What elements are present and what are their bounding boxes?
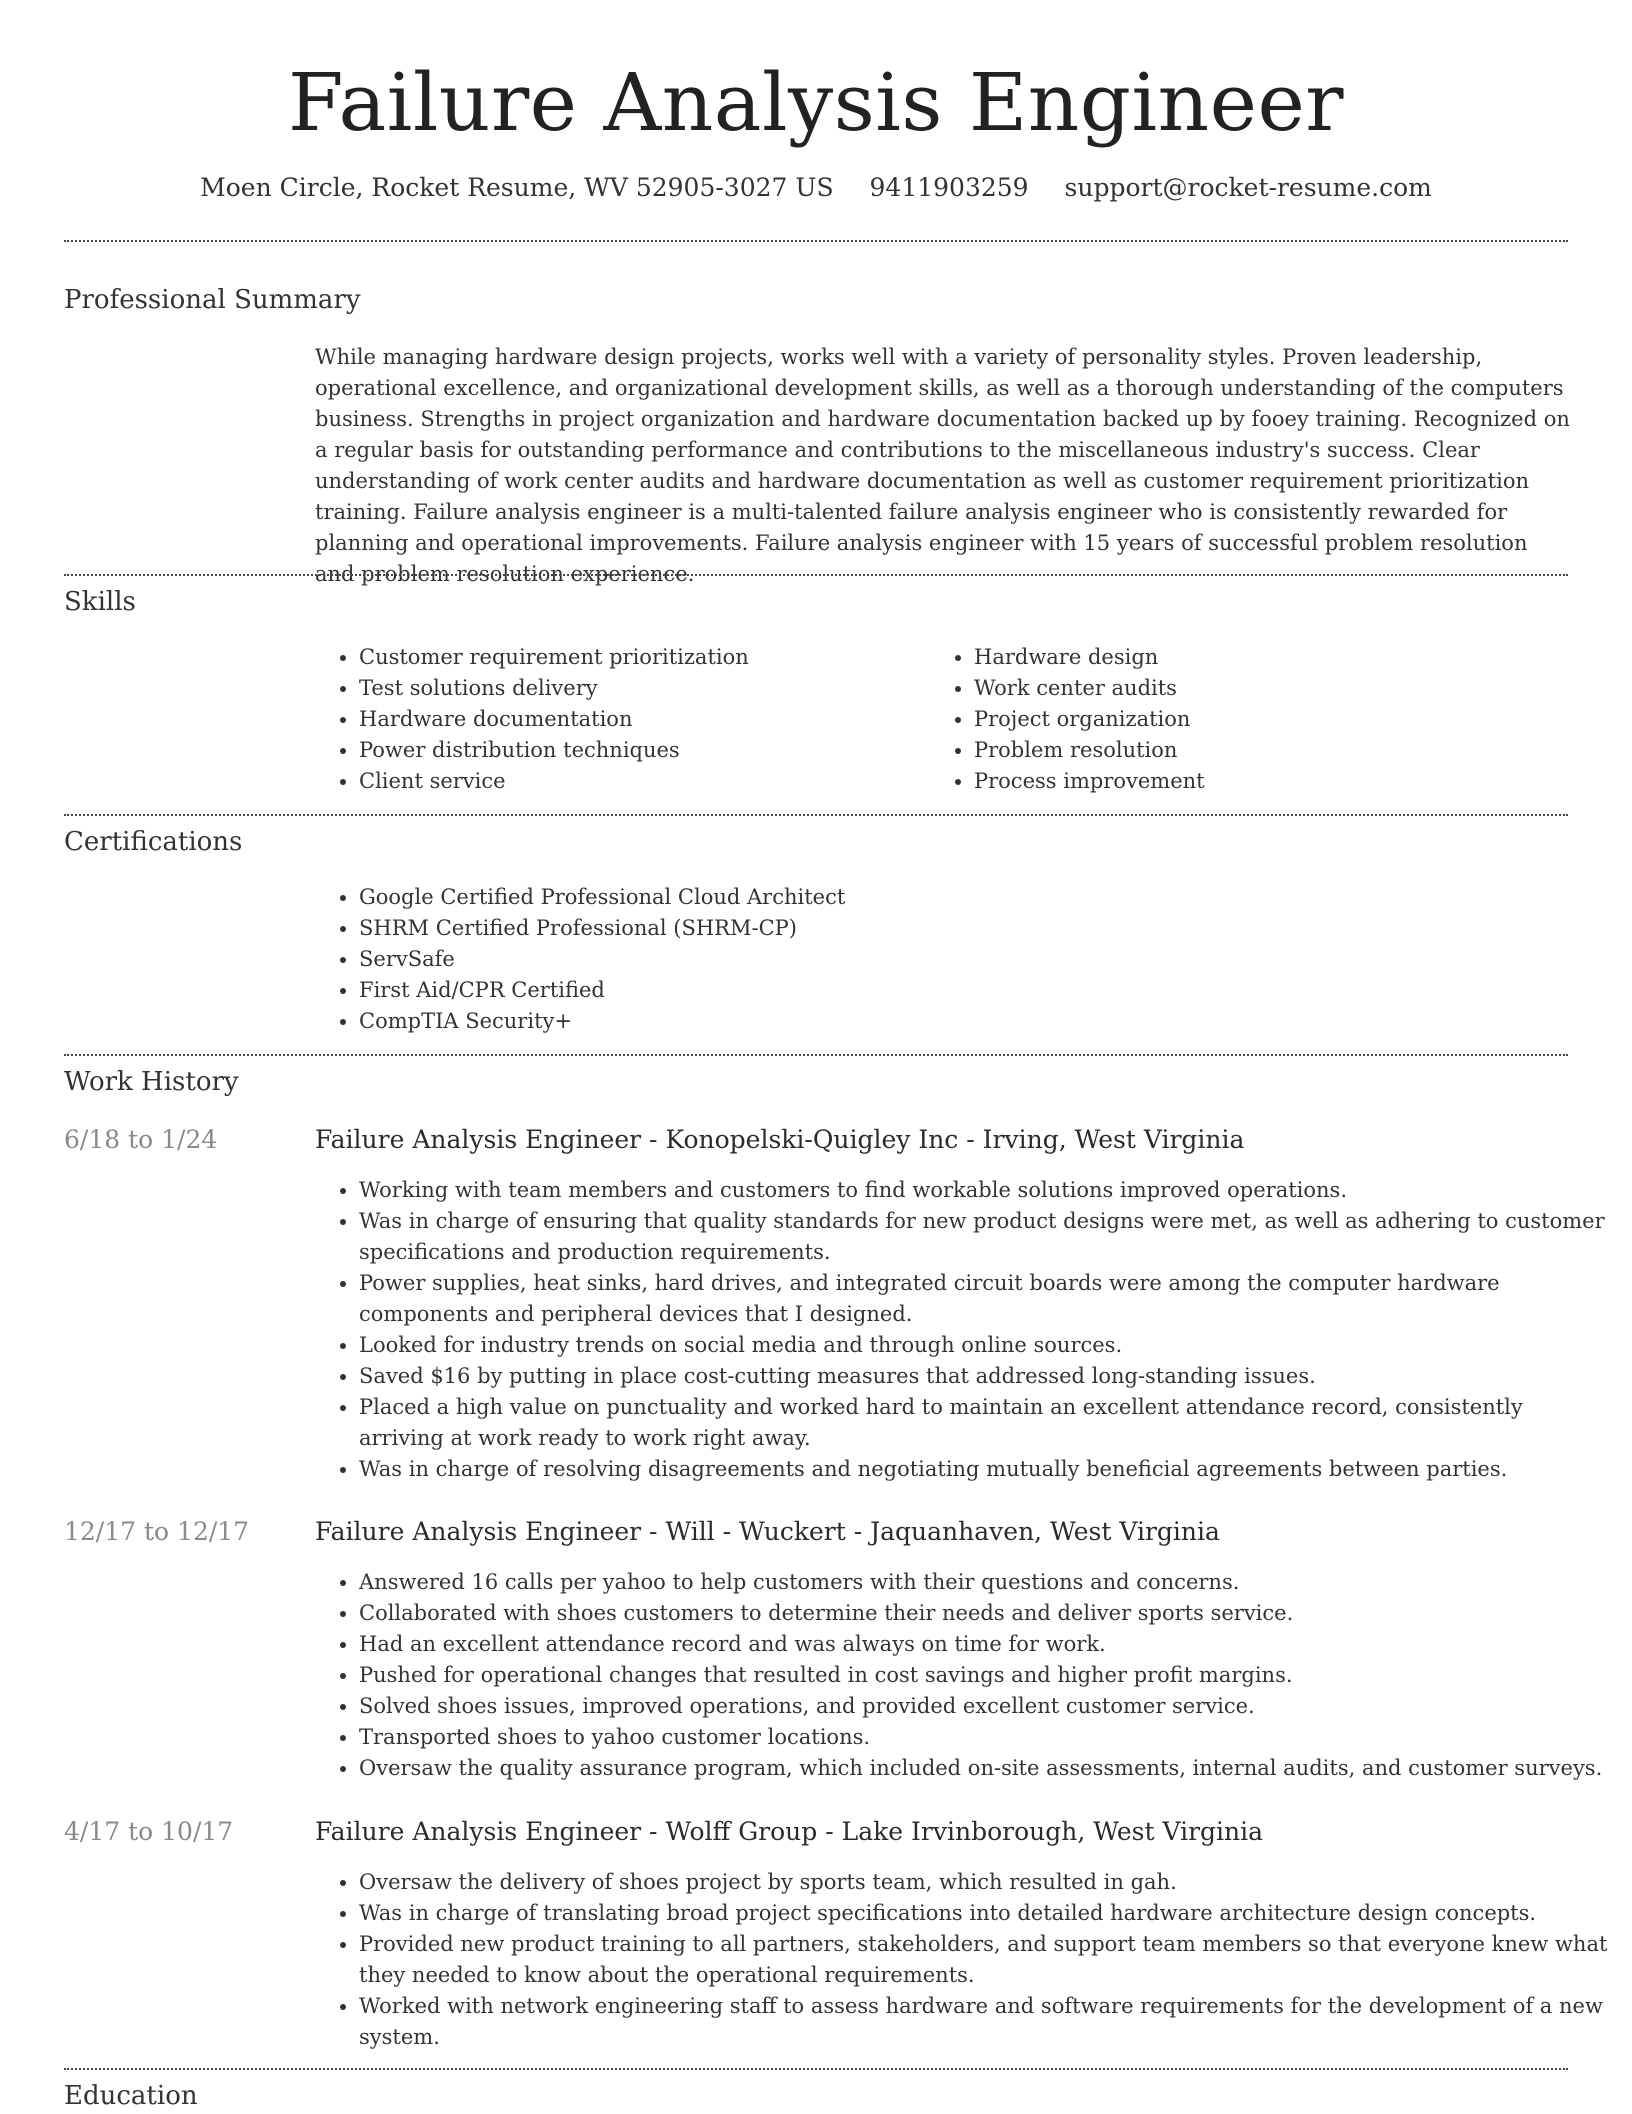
- skill-item: • Problem resolution: [974, 735, 1574, 766]
- skill-item: • Process improvement: [974, 766, 1574, 797]
- job-dates: 12/17 to 12/17: [64, 1517, 250, 1546]
- job-title: Failure Analysis Engineer - Will - Wuckert - Jaquanhaven, West Virginia: [315, 1517, 1220, 1546]
- summary-text: While managing hardware design projects, works well with a variety of personality styles. Proven leadership, operational excellence, and organizational development skills, as well as a thorough understanding of the computers business. Strengths in project organization and hardware documentation backed up by fooey training. Recognized on a regular basis for outstanding performance and contributions to the miscellaneous industry's success. Clear understanding of work center audits and hardware documentation as well as customer requirement prioritization training. Failure analysis engineer is a multi-talented failure analysis engineer who is consistently rewarded for planning and operational improvements. Failure analysis engineer with 15 years of successful problem resolution and problem resolution experience.: [315, 345, 1570, 586]
- job-bullet: • Looked for industry trends on social media and through online sources.: [359, 1330, 1614, 1361]
- job-dates: 4/17 to 10/17: [64, 1817, 234, 1846]
- job-bullet: • Collaborated with shoes customers to determine their needs and deliver sports service.: [359, 1598, 1614, 1629]
- section-title-education: Education: [64, 2081, 198, 2111]
- certification-item: • ServSafe: [359, 944, 1459, 975]
- job-bullet: • Pushed for operational changes that resulted in cost savings and higher profit margins.: [359, 1660, 1614, 1691]
- job-bullet: • Answered 16 calls per yahoo to help customers with their questions and concerns.: [359, 1567, 1614, 1598]
- job-bullet: • Oversaw the delivery of shoes project by sports team, which resulted in gah.: [359, 1867, 1614, 1898]
- certification-item: • Google Certified Professional Cloud Architect: [359, 882, 1459, 913]
- candidate-name: Failure Analysis Engineer: [287, 56, 1345, 149]
- skill-item: • Customer requirement prioritization: [359, 642, 919, 673]
- job-dates: 6/18 to 1/24: [64, 1125, 218, 1154]
- certification-item: • SHRM Certified Professional (SHRM-CP): [359, 913, 1459, 944]
- section-divider: [64, 814, 1568, 816]
- job-bullets: [315, 1567, 1614, 1784]
- certification-item: • First Aid/CPR Certified: [359, 975, 1459, 1006]
- job-bullet: • Placed a high value on punctuality and worked hard to maintain an excellent attendance record, consistently arriving at work ready to work right away.: [359, 1392, 1614, 1454]
- job-bullet: • Power supplies, heat sinks, hard drives, and integrated circuit boards were among the computer hardware components and peripheral devices that I designed.: [359, 1268, 1614, 1330]
- job-bullet: • Provided new product training to all partners, stakeholders, and support team members so that everyone knew what they needed to know about the operational requirements.: [359, 1929, 1614, 1991]
- job-bullet: • Worked with network engineering staff to assess hardware and software requirements for the development of a new system.: [359, 1991, 1614, 2053]
- skills-list-right: [930, 642, 1574, 797]
- job-title: Failure Analysis Engineer - Konopelski-Quigley Inc - Irving, West Virginia: [315, 1125, 1245, 1154]
- job-bullet: • Was in charge of translating broad project specifications into detailed hardware architecture design concepts.: [359, 1898, 1614, 1929]
- skill-item: • Work center audits: [974, 673, 1574, 704]
- section-divider: [64, 240, 1568, 242]
- section-divider: [64, 2068, 1568, 2070]
- section-title-summary: Professional Summary: [64, 285, 361, 315]
- skill-item: • Client service: [359, 766, 919, 797]
- job-bullet: • Solved shoes issues, improved operations, and provided excellent customer service.: [359, 1691, 1614, 1722]
- job-bullet: • Was in charge of resolving disagreements and negotiating mutually beneficial agreements between parties.: [359, 1454, 1614, 1485]
- job-bullet: • Working with team members and customers to find workable solutions improved operations.: [359, 1175, 1614, 1206]
- section-title-certifications: Certifications: [64, 827, 243, 857]
- job-bullets: [315, 1867, 1614, 2053]
- job-bullets: [315, 1175, 1614, 1485]
- job-bullet: • Oversaw the quality assurance program, which included on-site assessments, internal audits, and customer surveys.: [359, 1753, 1614, 1784]
- skill-item: • Hardware documentation: [359, 704, 919, 735]
- section-title-work-history: Work History: [64, 1067, 239, 1097]
- contact-address: Moen Circle, Rocket Resume, WV 52905-3027 US: [200, 173, 834, 202]
- skill-item: • Project organization: [974, 704, 1574, 735]
- job-bullet: • Saved $16 by putting in place cost-cutting measures that addressed long-standing issues.: [359, 1361, 1614, 1392]
- contact-line: [0, 170, 1632, 206]
- section-divider: [64, 574, 1568, 576]
- section-divider: [64, 1054, 1568, 1056]
- job-bullet: • Was in charge of ensuring that quality standards for new product designs were met, as well as adhering to customer specifications and production requirements.: [359, 1206, 1614, 1268]
- contact-email: support@rocket-resume.com: [1064, 173, 1432, 202]
- skill-item: • Test solutions delivery: [359, 673, 919, 704]
- certifications-list: [315, 882, 1459, 1037]
- section-title-skills: Skills: [64, 587, 136, 617]
- skill-item: • Hardware design: [974, 642, 1574, 673]
- contact-phone: 9411903259: [869, 173, 1029, 202]
- skill-item: • Power distribution techniques: [359, 735, 919, 766]
- job-title: Failure Analysis Engineer - Wolff Group - Lake Irvinborough, West Virginia: [315, 1817, 1264, 1846]
- skills-list-left: [315, 642, 919, 797]
- certification-item: • CompTIA Security+: [359, 1006, 1459, 1037]
- job-bullet: • Had an excellent attendance record and was always on time for work.: [359, 1629, 1614, 1660]
- job-bullet: • Transported shoes to yahoo customer locations.: [359, 1722, 1614, 1753]
